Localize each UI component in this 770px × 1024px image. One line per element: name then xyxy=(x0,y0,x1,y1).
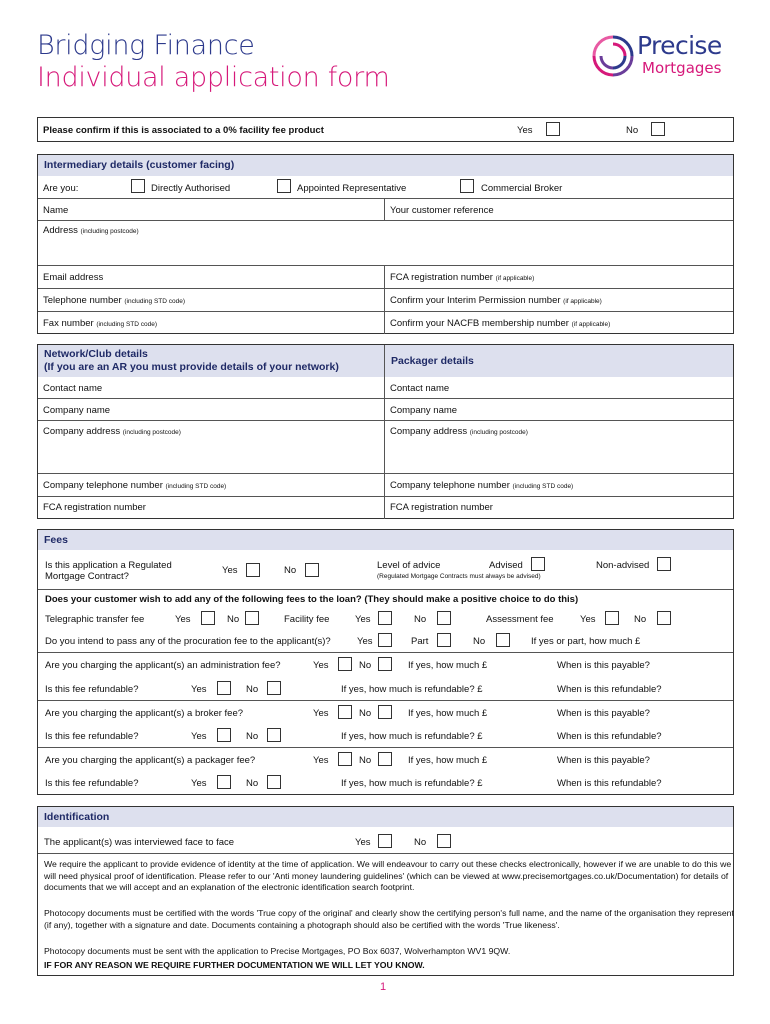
divider xyxy=(38,747,733,748)
form-title: Bridging Finance xyxy=(37,30,255,61)
regulated-yes-label: Yes xyxy=(222,565,238,576)
assessment-fee-label: Assessment fee xyxy=(486,614,554,625)
regulated-question: Is this application a Regulated Mortgage Contract? xyxy=(45,560,172,582)
assessment-no-checkbox[interactable] xyxy=(657,611,671,625)
network-fca-label: FCA registration number xyxy=(43,502,146,513)
divider xyxy=(38,652,733,653)
admin-how-refundable-label: If yes, how much is refundable? £ xyxy=(341,684,483,695)
commercial-broker-label: Commercial Broker xyxy=(481,183,563,194)
fax-label: Fax number (including STD code) xyxy=(43,318,158,329)
telegraphic-no-label: No xyxy=(227,614,240,625)
divider xyxy=(38,198,733,199)
assessment-yes-label: Yes xyxy=(580,614,596,625)
broker-refundable-question: Is this fee refundable? xyxy=(45,731,139,742)
packager-fca-label: FCA registration number xyxy=(390,502,493,513)
procuration-yes-label: Yes xyxy=(357,636,373,647)
admin-refundable-question: Is this fee refundable? xyxy=(45,684,139,695)
id-paragraph-4: IF FOR ANY REASON WE REQUIRE FURTHER DOCUMENTATION WE WILL LET YOU KNOW. xyxy=(44,960,425,970)
divider xyxy=(38,311,733,312)
address-label: Address (including postcode) xyxy=(43,225,139,236)
network-address-label: Company address (including postcode) xyxy=(43,426,181,437)
advised-checkbox[interactable] xyxy=(531,557,545,571)
procuration-question: Do you intend to pass any of the procuration fee to the applicant(s)? xyxy=(45,636,331,647)
divider xyxy=(384,345,385,519)
procuration-part-checkbox[interactable] xyxy=(437,633,451,647)
procuration-how-much-label: If yes or part, how much £ xyxy=(531,636,641,647)
identification-heading: Identification xyxy=(38,807,733,827)
packager-refund-yes-checkbox[interactable] xyxy=(217,775,231,789)
broker-when-refundable-label: When is this refundable? xyxy=(557,731,662,742)
broker-fee-question: Are you charging the applicant(s) a broker fee? xyxy=(45,708,244,719)
packager-telephone-label: Company telephone number (including STD code) xyxy=(390,480,574,491)
divider xyxy=(38,473,733,474)
procuration-no-checkbox[interactable] xyxy=(496,633,510,647)
non-advised-label: Non-advised xyxy=(596,560,650,571)
packager-no-label: No xyxy=(359,755,372,766)
commercial-broker-checkbox[interactable] xyxy=(460,179,474,193)
name-label: Name xyxy=(43,205,69,216)
appointed-representative-label: Appointed Representative xyxy=(297,183,407,194)
broker-how-much-label: If yes, how much £ xyxy=(408,708,488,719)
divider xyxy=(38,220,733,221)
interviewed-yes-label: Yes xyxy=(355,837,371,848)
network-telephone-label: Company telephone number (including STD code) xyxy=(43,480,227,491)
regulated-yes-checkbox[interactable] xyxy=(246,563,260,577)
packager-heading: Packager details xyxy=(385,345,733,377)
fca-label: FCA registration number (if applicable) xyxy=(390,272,535,283)
divider xyxy=(38,853,733,854)
procuration-yes-checkbox[interactable] xyxy=(378,633,392,647)
interviewed-no-label: No xyxy=(414,837,427,848)
admin-refund-yes-checkbox[interactable] xyxy=(217,681,231,695)
interim-permission-label: Confirm your Interim Permission number (if applicable) xyxy=(390,295,602,306)
admin-yes-checkbox[interactable] xyxy=(338,657,352,671)
telegraphic-yes-checkbox[interactable] xyxy=(201,611,215,625)
admin-when-payable-label: When is this payable? xyxy=(557,660,650,671)
divider xyxy=(384,266,385,334)
packager-contact-label: Contact name xyxy=(390,383,450,394)
facility-fee-yes-label: Yes xyxy=(355,614,371,625)
telegraphic-yes-label: Yes xyxy=(175,614,191,625)
packager-no-checkbox[interactable] xyxy=(378,752,392,766)
telegraphic-fee-label: Telegraphic transfer fee xyxy=(45,614,145,625)
packager-how-refundable-label: If yes, how much is refundable? £ xyxy=(341,778,483,789)
nacfb-label: Confirm your NACFB membership number (if applicable) xyxy=(390,318,611,329)
interviewed-question: The applicant(s) was interviewed face to face xyxy=(44,837,235,848)
id-paragraph-2: Photocopy documents must be certified with the words 'True copy of the original' and clearly show the certifying person's full name, and the name of the organisation they represent (if any), together with a signature and date. Documents containing a photograph should also be certified with the words 'True likeness'. xyxy=(44,908,734,930)
facility-fee-yes-checkbox[interactable] xyxy=(378,611,392,625)
procuration-part-label: Part xyxy=(411,636,429,647)
divider xyxy=(38,420,733,421)
packager-when-refundable-label: When is this refundable? xyxy=(557,778,662,789)
telegraphic-no-checkbox[interactable] xyxy=(245,611,259,625)
fees-heading: Fees xyxy=(38,530,733,550)
assessment-yes-checkbox[interactable] xyxy=(605,611,619,625)
advice-level-label: Level of advice xyxy=(377,560,441,571)
packager-fee-question: Are you charging the applicant(s) a packager fee? xyxy=(45,755,256,766)
admin-yes-label: Yes xyxy=(313,660,329,671)
broker-when-payable-label: When is this payable? xyxy=(557,708,650,719)
intermediary-heading: Intermediary details (customer facing) xyxy=(38,155,733,176)
assessment-no-label: No xyxy=(634,614,647,625)
network-contact-label: Contact name xyxy=(43,383,103,394)
regulated-no-checkbox[interactable] xyxy=(305,563,319,577)
interviewed-yes-checkbox[interactable] xyxy=(378,834,392,848)
add-fees-question: Does your customer wish to add any of the following fees to the loan? (They should make a positive choice to do this) xyxy=(45,594,579,605)
facility-fee-no-label: No xyxy=(414,614,427,625)
broker-no-label: No xyxy=(359,708,372,719)
id-paragraph-1: We require the applicant to provide evidence of identity at the time of application. We will endeavour to carry out these checks electronically, however if we are unable to do this we will need physical proof of identification. Please refer to our 'Anti money laundering guidelines' (which can be viewed at www.precisemortgages.co.uk/Documentation) for details of documents that we will accept and an explanation of the electronic identification search footprint. xyxy=(44,859,732,892)
packager-refund-no-label: No xyxy=(246,778,259,789)
broker-yes-checkbox[interactable] xyxy=(338,705,352,719)
precise-logo xyxy=(590,33,740,81)
admin-refund-no-checkbox[interactable] xyxy=(267,681,281,695)
broker-yes-label: Yes xyxy=(313,708,329,719)
packager-address-label: Company address (including postcode) xyxy=(390,426,528,437)
advised-label: Advised xyxy=(489,560,523,571)
appointed-representative-checkbox[interactable] xyxy=(277,179,291,193)
packager-company-label: Company name xyxy=(390,405,458,416)
procuration-no-label: No xyxy=(473,636,486,647)
broker-refund-yes-label: Yes xyxy=(191,731,207,742)
broker-how-refundable-label: If yes, how much is refundable? £ xyxy=(341,731,483,742)
advice-level-note: (Regulated Mortgage Contracts must always be advised) xyxy=(377,573,541,580)
divider xyxy=(38,398,733,399)
customer-reference-label: Your customer reference xyxy=(390,205,494,216)
logo-word-mortgages: Mortgages xyxy=(642,59,722,77)
page-number: 1 xyxy=(380,981,387,993)
divider xyxy=(38,700,733,701)
packager-refundable-question: Is this fee refundable? xyxy=(45,778,139,789)
divider xyxy=(38,288,733,289)
email-label: Email address xyxy=(43,272,104,283)
divider xyxy=(38,265,733,266)
packager-yes-label: Yes xyxy=(313,755,329,766)
admin-no-label: No xyxy=(359,660,372,671)
broker-refund-no-label: No xyxy=(246,731,259,742)
regulated-no-label: No xyxy=(284,565,297,576)
are-you-label: Are you: xyxy=(43,183,79,194)
broker-refund-no-checkbox[interactable] xyxy=(267,728,281,742)
divider xyxy=(384,199,385,220)
admin-how-much-label: If yes, how much £ xyxy=(408,660,488,671)
facility-fee-question: Please confirm if this is associated to a 0% facility fee product xyxy=(43,125,324,136)
logo-word-precise: Precise xyxy=(637,31,722,60)
directly-authorised-checkbox[interactable] xyxy=(131,179,145,193)
form-subtitle: Individual application form xyxy=(37,62,390,93)
divider xyxy=(38,496,733,497)
admin-refund-no-label: No xyxy=(246,684,259,695)
telephone-label: Telephone number (including STD code) xyxy=(43,295,186,306)
broker-no-checkbox[interactable] xyxy=(378,705,392,719)
facility-yes-label: Yes xyxy=(517,125,533,136)
packager-when-payable-label: When is this payable? xyxy=(557,755,650,766)
facility-yes-checkbox[interactable] xyxy=(546,122,560,136)
packager-refund-no-checkbox[interactable] xyxy=(267,775,281,789)
interviewed-no-checkbox[interactable] xyxy=(437,834,451,848)
logo-swirl-icon xyxy=(590,33,636,79)
facility-no-checkbox[interactable] xyxy=(651,122,665,136)
directly-authorised-label: Directly Authorised xyxy=(151,183,231,194)
divider xyxy=(38,589,733,590)
id-paragraph-3: Photocopy documents must be sent with the application to Precise Mortgages, PO Box 6037, Wolverhampton WV1 9QW. xyxy=(44,946,511,956)
packager-yes-checkbox[interactable] xyxy=(338,752,352,766)
packager-refund-yes-label: Yes xyxy=(191,778,207,789)
admin-no-checkbox[interactable] xyxy=(378,657,392,671)
facility-fee-label: Facility fee xyxy=(284,614,330,625)
packager-how-much-label: If yes, how much £ xyxy=(408,755,488,766)
facility-no-label: No xyxy=(626,125,639,136)
admin-when-refundable-label: When is this refundable? xyxy=(557,684,662,695)
network-heading: Network/Club details (If you are an AR you must provide details of your network) xyxy=(38,345,384,377)
admin-fee-question: Are you charging the applicant(s) an administration fee? xyxy=(45,660,281,671)
non-advised-checkbox[interactable] xyxy=(657,557,671,571)
broker-refund-yes-checkbox[interactable] xyxy=(217,728,231,742)
network-company-label: Company name xyxy=(43,405,111,416)
facility-fee-no-checkbox[interactable] xyxy=(437,611,451,625)
admin-refund-yes-label: Yes xyxy=(191,684,207,695)
